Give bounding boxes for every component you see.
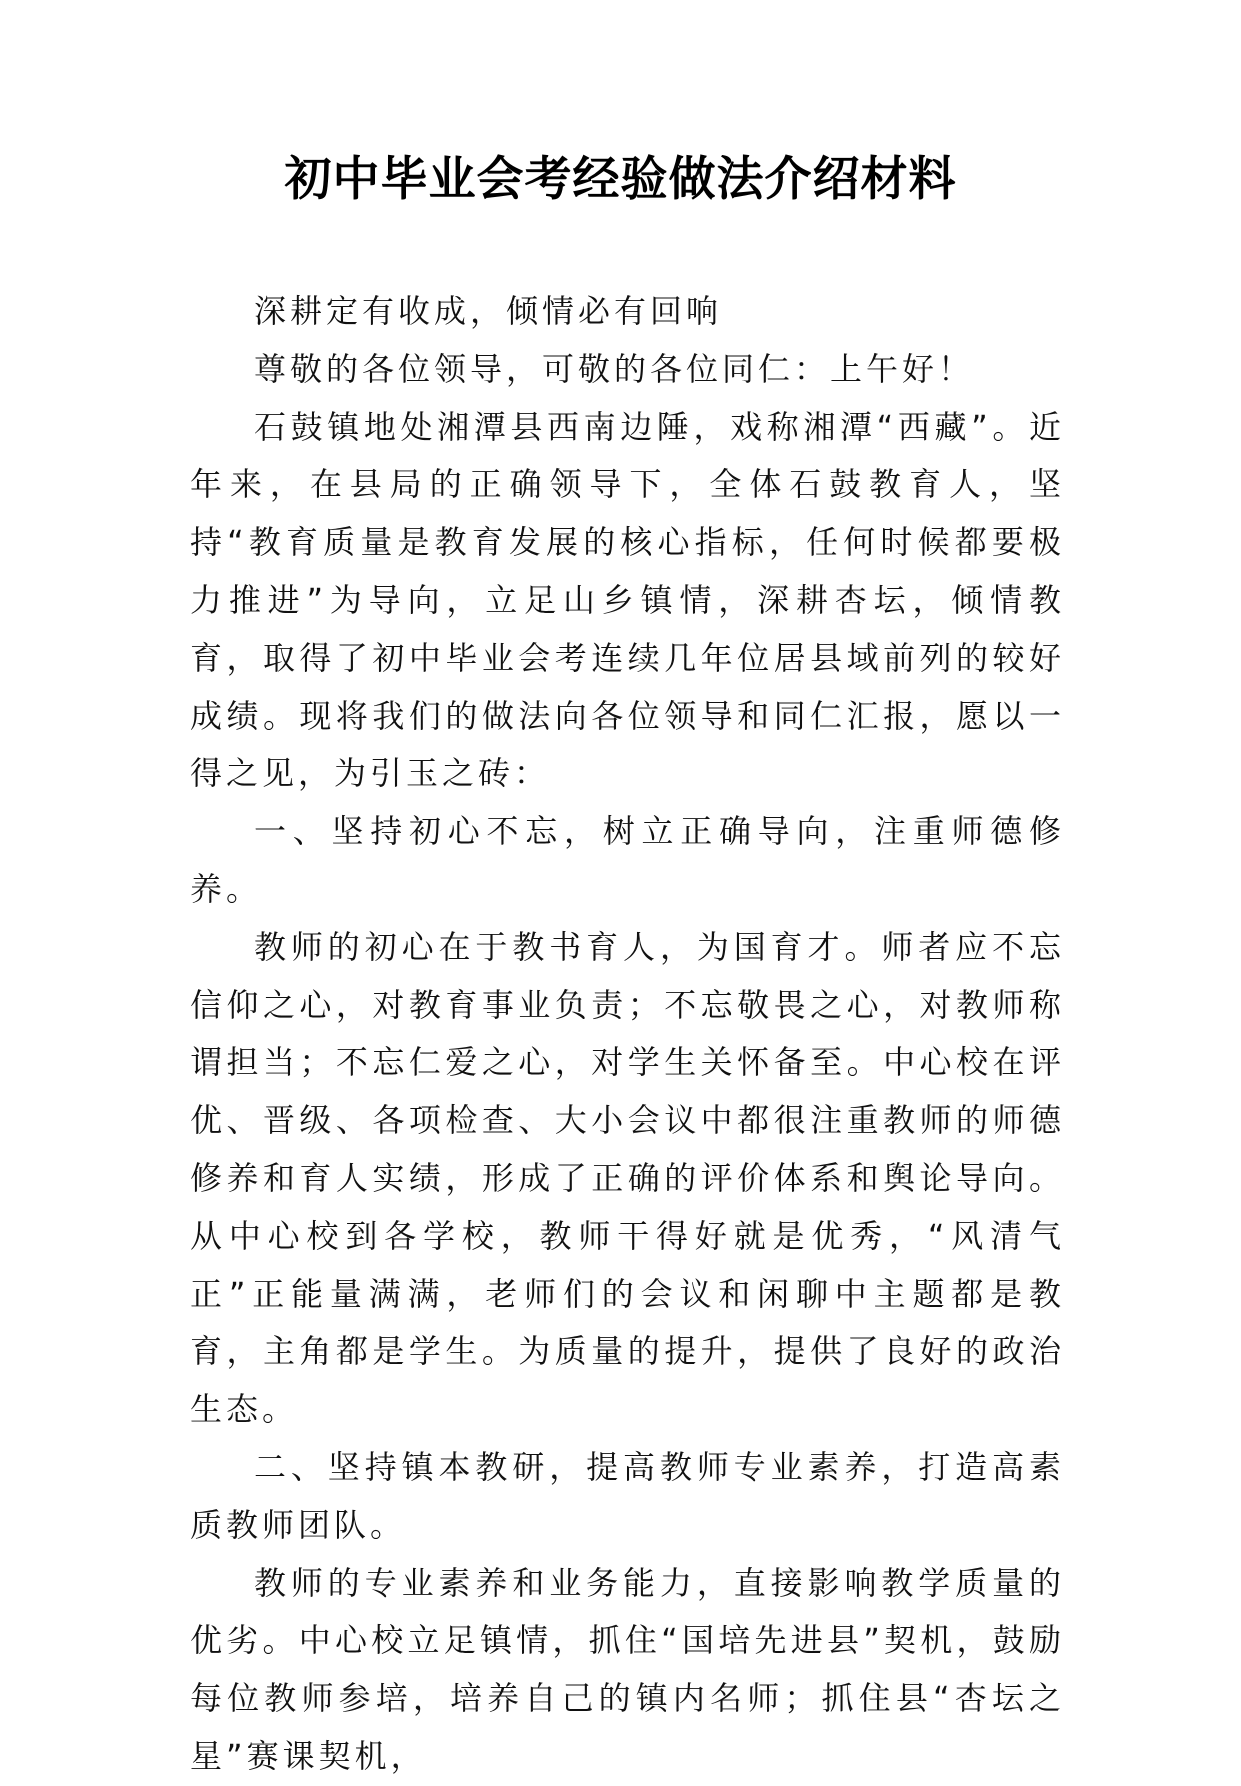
section-2-paragraph: 教师的专业素养和业务能力，直接影响教学质量的优劣。中心校立足镇情，抓住“国培先进县”契机，鼓励每位教师参培，培养自己的镇内名师；抓住县“杏坛之星”赛课契机， (190, 1563, 1065, 1775)
section-heading-2: 二、坚持镇本教研，提高教师专业素养，打造高素质教师团队。 (190, 1447, 1065, 1544)
greeting-paragraph: 尊敬的各位领导，可敬的各位同仁：上午好！ (254, 349, 975, 388)
section-heading-1: 一、坚持初心不忘，树立正确导向，注重师德修养。 (190, 812, 1065, 908)
intro-paragraph: 石鼓镇地处湘潭县西南边陲，戏称湘潭“西藏”。近年来，在县局的正确领导下，全体石鼓教育人，坚持“教育质量是教育发展的核心指标，任何时候都要极力推进”为导向，立足山乡镇情，深耕杏坛，倾情教育，取得了初中毕业会考连续几年位居县域前列的较好成绩。现将我们的做法向各位领导和同仁汇报，愿以一得之见，为引玉之砖： (190, 407, 1065, 793)
subtitle-paragraph: 深耕定有收成，倾情必有回响 (254, 292, 723, 330)
section-1-paragraph: 教师的初心在于教书育人，为国育才。师者应不忘信仰之心，对教育事业负责；不忘敬畏之心，对教师称谓担当；不忘仁爱之心，对学生关怀备至。中心校在评优、晋级、各项检查、大小会议中都很注重教师的师德修养和育人实绩，形成了正确的评价体系和舆论导向。从中心校到各学校，教师干得好就是优秀，“风清气正”正能量满满，老师们的会议和闲聊中主题都是教育，主角都是学生。为质量的提升，提供了良好的政治生态。 (190, 927, 1065, 1429)
document-body (190, 283, 1065, 1786)
document-title: 初中毕业会考经验做法介绍材料 (284, 152, 957, 207)
